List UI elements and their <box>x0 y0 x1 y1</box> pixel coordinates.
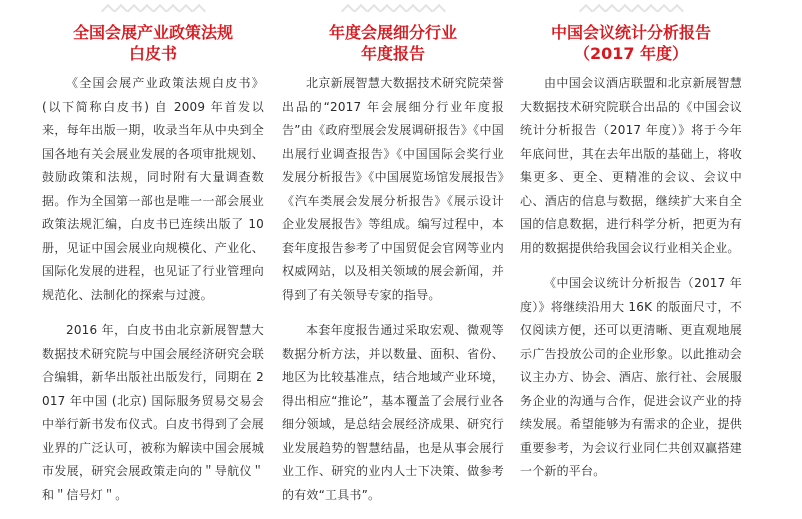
title-line-1: 年度会展细分行业 <box>328 23 457 42</box>
chevron-up-icon <box>631 2 644 15</box>
chevron-up-icon <box>153 2 166 15</box>
chevron-up-icon <box>644 2 657 15</box>
chevron-up-icon <box>605 2 618 15</box>
chevron-up-icon <box>192 2 205 15</box>
chevron-up-icon <box>354 2 367 15</box>
chevron-up-icon <box>140 2 153 15</box>
chevron-up-icon <box>179 2 192 15</box>
chevron-up-icon <box>670 2 683 15</box>
chevron-up-icon <box>406 2 419 15</box>
paragraph: 2016 年，白皮书由北京新展智慧大数据技术研究院与中国会展经济研究会联合编辑，新华出版社出版发行，同期在 2017 年中国 (北京) 国际服务贸易交易会中举行新书发布仪式。白皮书得到了会展业界的广泛认可，被称为解读中国会展城市发展，研究会展政策走向的＂导航仪＂和＂信号灯＂。 <box>42 323 264 502</box>
chevron-up-icon <box>592 2 605 15</box>
paragraph: 《全国会展产业政策法规白皮书》(以下简称白皮书) 自 2009 年首发以来，每年出版一期，收录当年从中央到全国各地有关会展业发展的各项审批规划、鼓励政策和法规，同时附有大量调查数据。作为全国第一部也是唯一一部会展业政策法规汇编，白皮书已连续出版了 10 册，见证中国会展业向规模化、产业化、国际化发展的进程，也见证了行业管理向规范化、法制化的探索与过渡。 <box>42 76 264 302</box>
chevron-up-icon <box>367 2 380 15</box>
paragraph: 《中国会议统计分析报告（2017 年度）》将继续沿用大 16K 的版面尺寸，不仅阅读方便，还可以更清晰、更直观地展示广告投放公司的企业形象。以此推动会议主办方、协会、酒店、旅行社、会展服务企业的沟通与合作，促进会议产业的持续发展。希望能够为有需求的企业，提供重要参考，为会议行业同仁共创双赢搭建一个新的平台。 <box>520 276 742 478</box>
title-line-2: 年度报告 <box>360 44 425 63</box>
paragraph: 本套年度报告通过采取宏观、微观等数据分析方法，并以数量、面积、省份、地区为比较基准点，结合地域产业环境，得出相应“推论”，基本覆盖了会展行业各细分领域，是总结会展经济成果、研究行业发展趋势的智慧结晶，也是从事会展行业工作、研究的业内人士下决策、做参考的有效“工具书”。 <box>282 323 504 502</box>
chevron-decoration <box>520 2 742 22</box>
column-annual-reports <box>282 0 504 519</box>
chevron-decoration <box>282 2 504 22</box>
chevron-up-icon <box>579 2 592 15</box>
chevron-up-icon <box>432 2 445 15</box>
title-line-2: 白皮书 <box>128 44 177 63</box>
paragraph: 北京新展智慧大数据技术研究院荣誉出品的“2017 年会展细分行业年度报告”由《政府型展会发展调研报告》《中国出展行业调查报告》《中国国际会奖行业发展分析报告》《中国展览场馆发展报告》《汽车类展会发展分析报告》《展示设计企业发展报告》等组成。编写过程中，本套年度报告参考了中国贸促会官网等业内权威网站，以及相关领域的展会新闻，并得到了有关领导专家的指导。 <box>282 76 504 302</box>
title-line-2: （2017 年度） <box>573 44 689 63</box>
chevron-up-icon <box>618 2 631 15</box>
column-meeting-statistics <box>520 0 742 496</box>
chevron-up-icon <box>657 2 670 15</box>
paragraph: 由中国会议酒店联盟和北京新展智慧大数据技术研究院联合出品的《中国会议统计分析报告（2017 年度）》将于今年年底问世，其在去年出版的基础上，将收集更多、更全、更精准的会议、会议中心、酒店的信息与数据，继续扩大来自全国的信息数据，进行科学分析，把更为有用的数据提供给我国会议行业相关企业。 <box>520 76 742 255</box>
column-title <box>282 22 504 64</box>
chevron-up-icon <box>101 2 114 15</box>
chevron-up-icon <box>114 2 127 15</box>
column-title <box>42 22 264 64</box>
title-line-1: 中国会议统计分析报告 <box>550 23 711 42</box>
title-line-1: 全国会展产业政策法规 <box>72 23 233 42</box>
column-title <box>520 22 742 64</box>
chevron-up-icon <box>127 2 140 15</box>
chevron-up-icon <box>419 2 432 15</box>
chevron-up-icon <box>341 2 354 15</box>
chevron-up-icon <box>166 2 179 15</box>
chevron-decoration <box>42 2 264 22</box>
column-white-paper <box>42 0 264 519</box>
chevron-up-icon <box>393 2 406 15</box>
chevron-up-icon <box>380 2 393 15</box>
